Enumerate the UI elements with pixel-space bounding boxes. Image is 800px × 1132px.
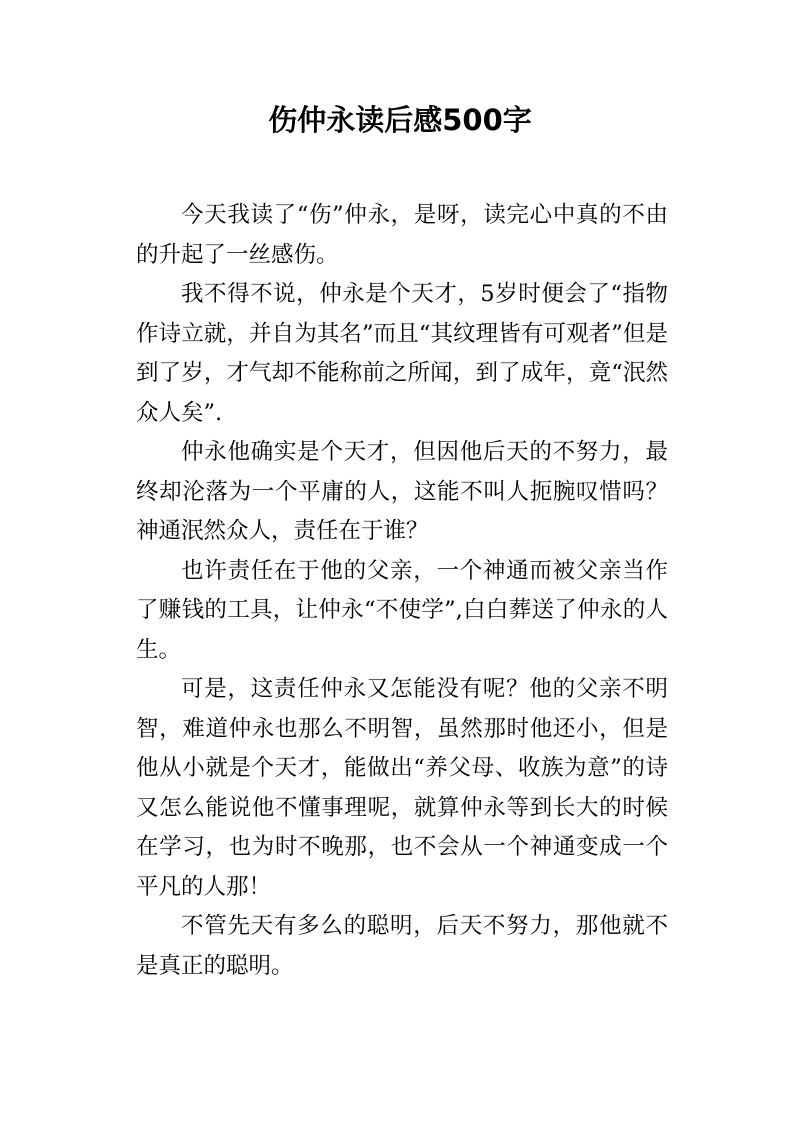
paragraph-6: 不管先天有多么的聪明，后天不努力，那他就不是真正的聪明。: [136, 913, 668, 979]
paragraph-2: 我不得不说，仲永是个天才，5岁时便会了“指物作诗立就，并自为其名”而且“其纹理皆有可观者”但是到了岁，才气却不能称前之所闻，到了成年，竟“泯然众人矣”.: [136, 281, 668, 426]
paragraph-3: 仲永他确实是个天才，但因他后天的不努力，最终却沦落为一个平庸的人，这能不叫人扼腕叹惜吗？神通泯然众人，责任在于谁？: [136, 439, 668, 544]
document-body: [136, 196, 668, 986]
paragraph-5: 可是，这责任仲永又怎能没有呢？他的父亲不明智，难道仲永也那么不明智，虽然那时他还小，但是他从小就是个天才，能做出“养父母、收族为意”的诗又怎么能说他不懂事理呢，就算仲永等到长大的时候在学习，也为时不晚那，也不会从一个神通变成一个平凡的人那！: [136, 676, 668, 900]
paragraph-1: 今天我读了“伤”仲永，是呀，读完心中真的不由的升起了一丝感伤。: [136, 202, 668, 268]
page-title: 伤仲永读后感500字: [268, 103, 532, 137]
paragraph-4: 也许责任在于他的父亲，一个神通而被父亲当作了赚钱的工具，让仲永“不使学”,白白葬送了仲永的人生。: [136, 557, 668, 663]
